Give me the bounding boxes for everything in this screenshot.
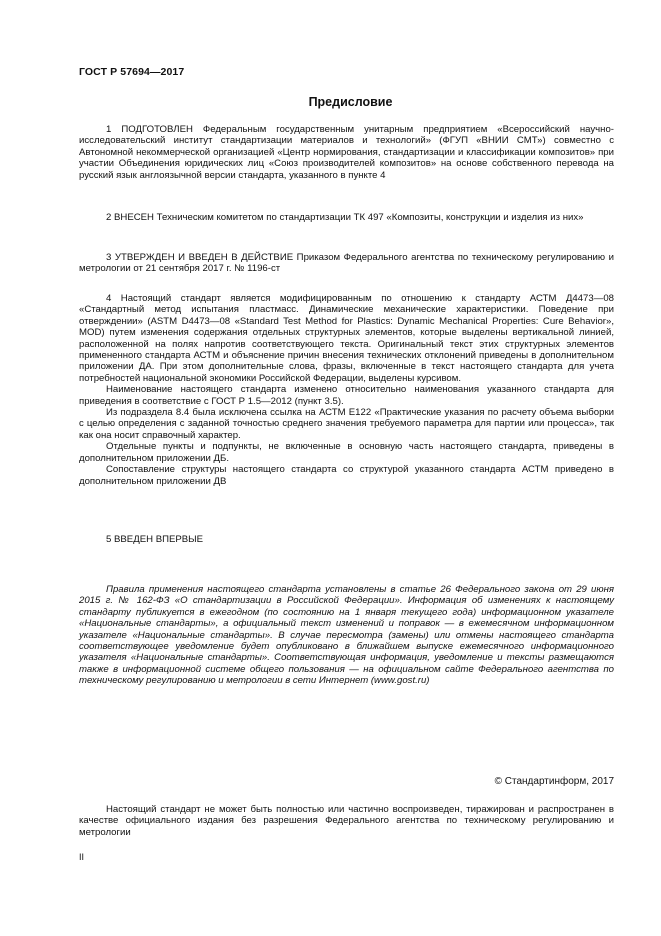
section-1-text: 1 ПОДГОТОВЛЕН Федеральным государственным унитарным предприятием «Всероссийский научно-исследовательский институт стандартизации материалов и технологий» (ФГУП «ВНИИ СМТ») совместно с Автономной некоммерческой организацией «Центр нормирования, стандартизации и классификации композитов» при участии Объединения юридических лиц «Союз производителей композитов» на основе собственного перевода на русский язык англоязычной версии стандарта, указанного в пункте 4 — [79, 124, 614, 181]
rules-note-text: Правила применения настоящего стандарта установлены в статье 26 Федерального закона от 29 июня 2015 г. № 162-ФЗ «О стандартизации в Российской Федерации». Информация об изменениях к настоящему стандарту публикуется в ежегодном (по состоянию на 1 января текущего года) информационном указателе «Национальные стандарты», а официальный текст изменений и поправок — в ежемесячном информационном указателе «Национальные стандарты». В случае пересмотра (замены) или отмены настоящего стандарта соответствующее уведомление будет опубликовано в ближайшем выпуске ежемесячного информационного указателя «Национальные стандарты». Соответствующая информация, уведомление и тексты размещаются также в информационной системе общего пользования — на официальном сайте Федерального агентства по техническому регулированию и метрологии в сети Интернет (www.gost.ru) — [79, 584, 614, 687]
section-5-text: 5 ВВЕДЕН ВПЕРВЫЕ — [106, 534, 204, 545]
preface-title: Предисловие — [308, 95, 393, 109]
section-4-paragraph-4: Отдельные пункты и подпункты, не включенные в основную часть настоящего стандарта, приведены в дополнительном приложении ДБ. — [79, 441, 614, 464]
section-3 — [79, 252, 614, 275]
section-2-text: 2 ВНЕСЕН Техническим комитетом по стандартизации ТК 497 «Композиты, конструкции и изделия из них» — [106, 212, 584, 223]
rights-notice-text: Настоящий стандарт не может быть полностью или частично воспроизведен, тиражирован и распространен в качестве официального издания без разрешения Федерального агентства по техническому регулированию и метрологии — [79, 804, 614, 838]
copyright-line: © Стандартинформ, 2017 — [494, 776, 614, 787]
section-4-paragraph-5: Сопоставление структуры настоящего стандарта со структурой указанного стандарта АСТМ приведено в дополнительном приложении ДВ — [79, 464, 614, 487]
section-4 — [79, 293, 614, 487]
rules-note — [79, 584, 614, 687]
section-1 — [79, 124, 614, 181]
standard-id-header: ГОСТ Р 57694—2017 — [79, 66, 185, 78]
section-4-paragraph-3: Из подраздела 8.4 была исключена ссылка на АСТМ Е122 «Практические указания по расчету объема выборки с целью определения с заданной точностью среднего значения требуемого параметра для партии или процесса», так как она носит справочный характер. — [79, 407, 614, 441]
section-2 — [79, 212, 614, 223]
section-4-paragraph-2: Наименование настоящего стандарта изменено относительно наименования указанного стандарта для приведения в соответствие с ГОСТ Р 1.5—2012 (пункт 3.5). — [79, 384, 614, 407]
section-5 — [79, 534, 614, 545]
rights-notice — [79, 804, 614, 838]
section-4-paragraph-1: 4 Настоящий стандарт является модифицированным по отношению к стандарту АСТМ Д4473—08 «Стандартный метод испытания пластмасс. Динамические механические характеристики. Поведение при отверждении» (ASTM D4473—08 «Standard Test Method for Plastics: Dynamic Mechanical Properties: Cure Behavior», MOD) путем изменения содержания отдельных структурных элементов, которые выделены вертикальной линией, расположенной на полях напротив соответствующего текста. Оригинальный текст этих структурных элементов примененного стандарта АСТМ и объяснение причин внесения технических отклонений приведены в дополнительном приложении ДА. При этом дополнительные слова, фразы, включенные в текст настоящего стандарта для учета потребностей национальной экономики Российской Федерации, выделены курсивом. — [79, 293, 614, 384]
page-number: II — [79, 852, 85, 862]
section-3-text: 3 УТВЕРЖДЕН И ВВЕДЕН В ДЕЙСТВИЕ Приказом Федерального агентства по техническому регулированию и метрологии от 21 сентября 2017 г. № 1196-ст — [79, 252, 614, 275]
